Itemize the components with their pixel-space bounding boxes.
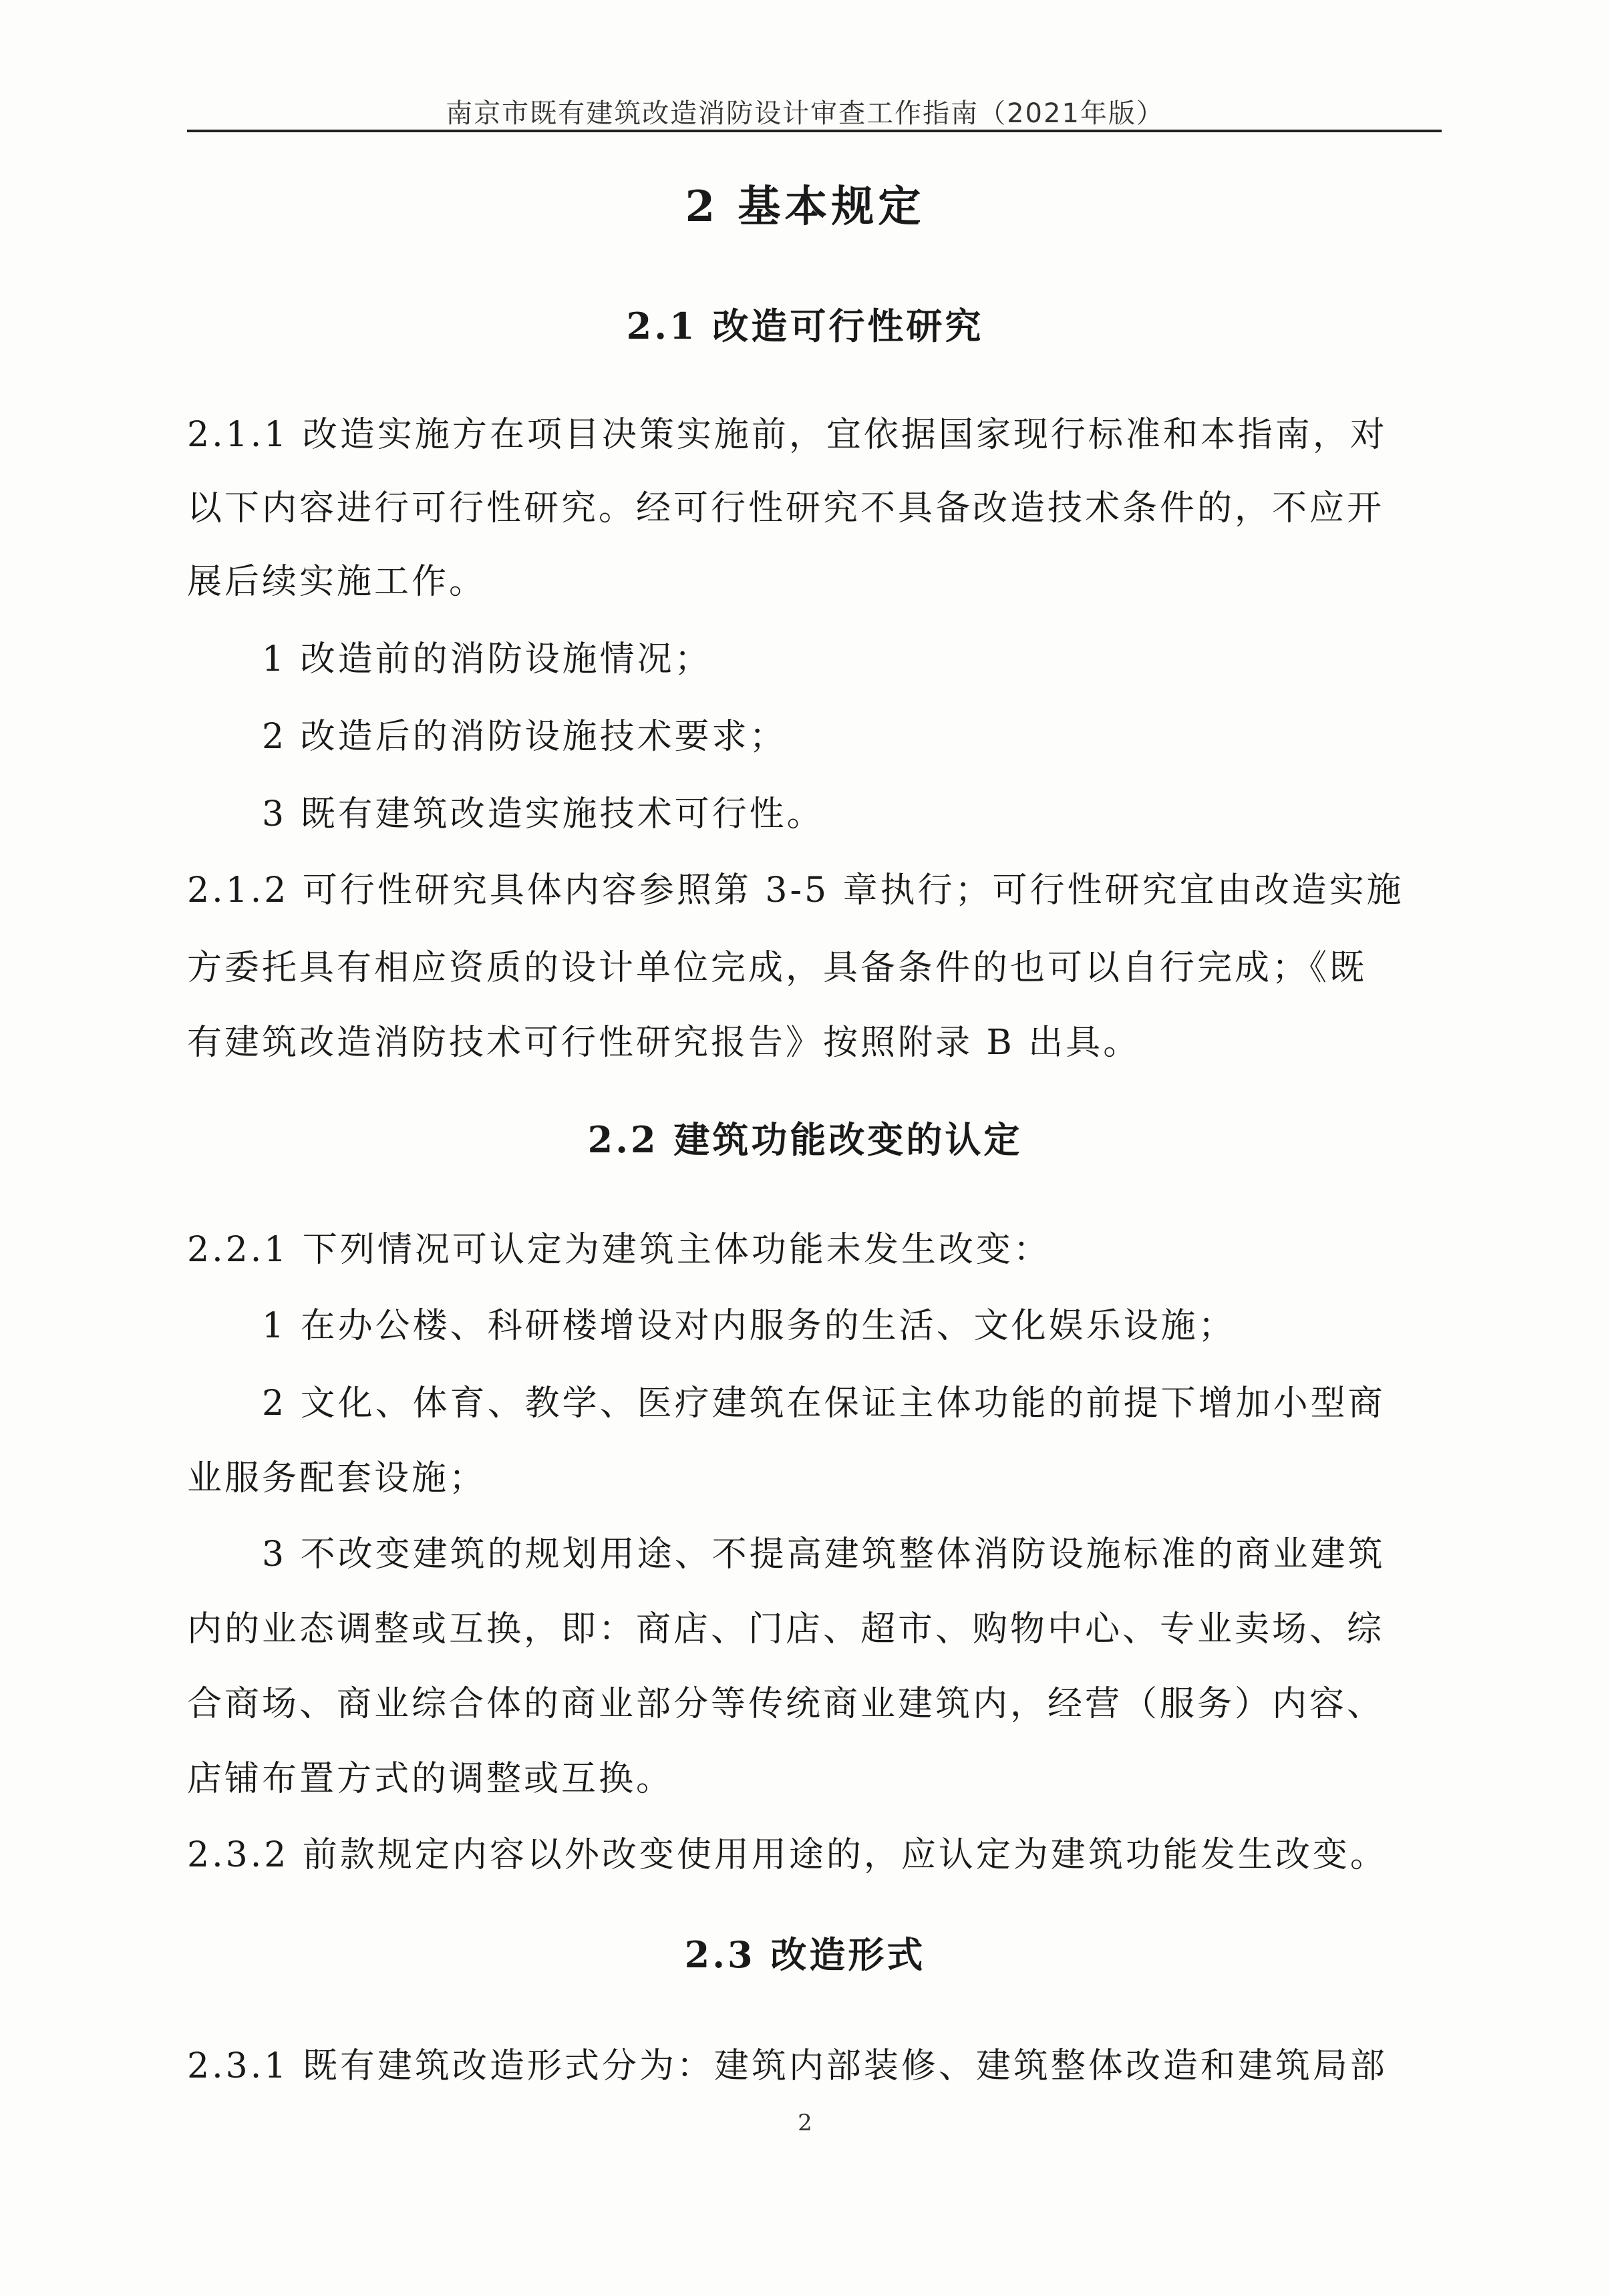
paragraph-line: 有建筑改造消防技术可行性研究报告》按照附录 B 出具。 [187,1023,1141,1063]
paragraph-line: 方委托具有相应资质的设计单位完成，具备条件的也可以自行完成；《既 [187,948,1367,988]
paragraph-line: 业服务配套设施； [187,1458,487,1498]
running-header: 南京市既有建筑改造消防设计审查工作指南（2021年版） [446,98,1164,129]
section-title-2-2: 2.2 建筑功能改变的认定 [587,1118,1023,1161]
page-number: 2 [798,2110,812,2136]
list-item: 3 不改变建筑的规划用途、不提高建筑整体消防设施标准的商业建筑 [262,1534,1386,1575]
paragraph-line: 展后续实施工作。 [187,562,487,602]
header-rule [187,130,1442,132]
paragraph-line: 2.3.1 既有建筑改造形式分为：建筑内部装修、建筑整体改造和建筑局部 [187,2046,1388,2086]
list-item: 2 文化、体育、教学、医疗建筑在保证主体功能的前提下增加小型商 [262,1383,1386,1424]
paragraph-line: 以下内容进行可行性研究。经可行性研究不具备改造技术条件的，不应开 [187,488,1385,528]
paragraph-line: 店铺布置方式的调整或互换。 [187,1759,674,1799]
chapter-title: 2 基本规定 [685,182,925,232]
list-item: 3 既有建筑改造实施技术可行性。 [262,794,824,834]
list-item: 1 改造前的消防设施情况； [262,639,712,679]
paragraph-line: 内的业态调整或互换，即：商店、门店、超市、购物中心、专业卖场、综 [187,1609,1385,1649]
paragraph-line: 合商场、商业综合体的商业部分等传统商业建筑内，经营（服务）内容、 [187,1684,1385,1724]
section-title-2-3: 2.3 改造形式 [684,1933,926,1976]
paragraph-line: 2.3.2 前款规定内容以外改变使用用途的，应认定为建筑功能发生改变。 [187,1835,1388,1875]
section-title-2-1: 2.1 改造可行性研究 [626,305,984,347]
list-item: 1 在办公楼、科研楼增设对内服务的生活、文化娱乐设施； [262,1306,1236,1346]
list-item: 2 改造后的消防设施技术要求； [262,717,787,757]
paragraph-line: 2.1.1 改造实施方在项目决策实施前，宜依据国家现行标准和本指南，对 [187,415,1388,455]
paragraph-line: 2.2.1 下列情况可认定为建筑主体功能未发生改变： [187,1230,1051,1270]
paragraph-line: 2.1.2 可行性研究具体内容参照第 3-5 章执行；可行性研究宜由改造实施 [187,870,1404,911]
